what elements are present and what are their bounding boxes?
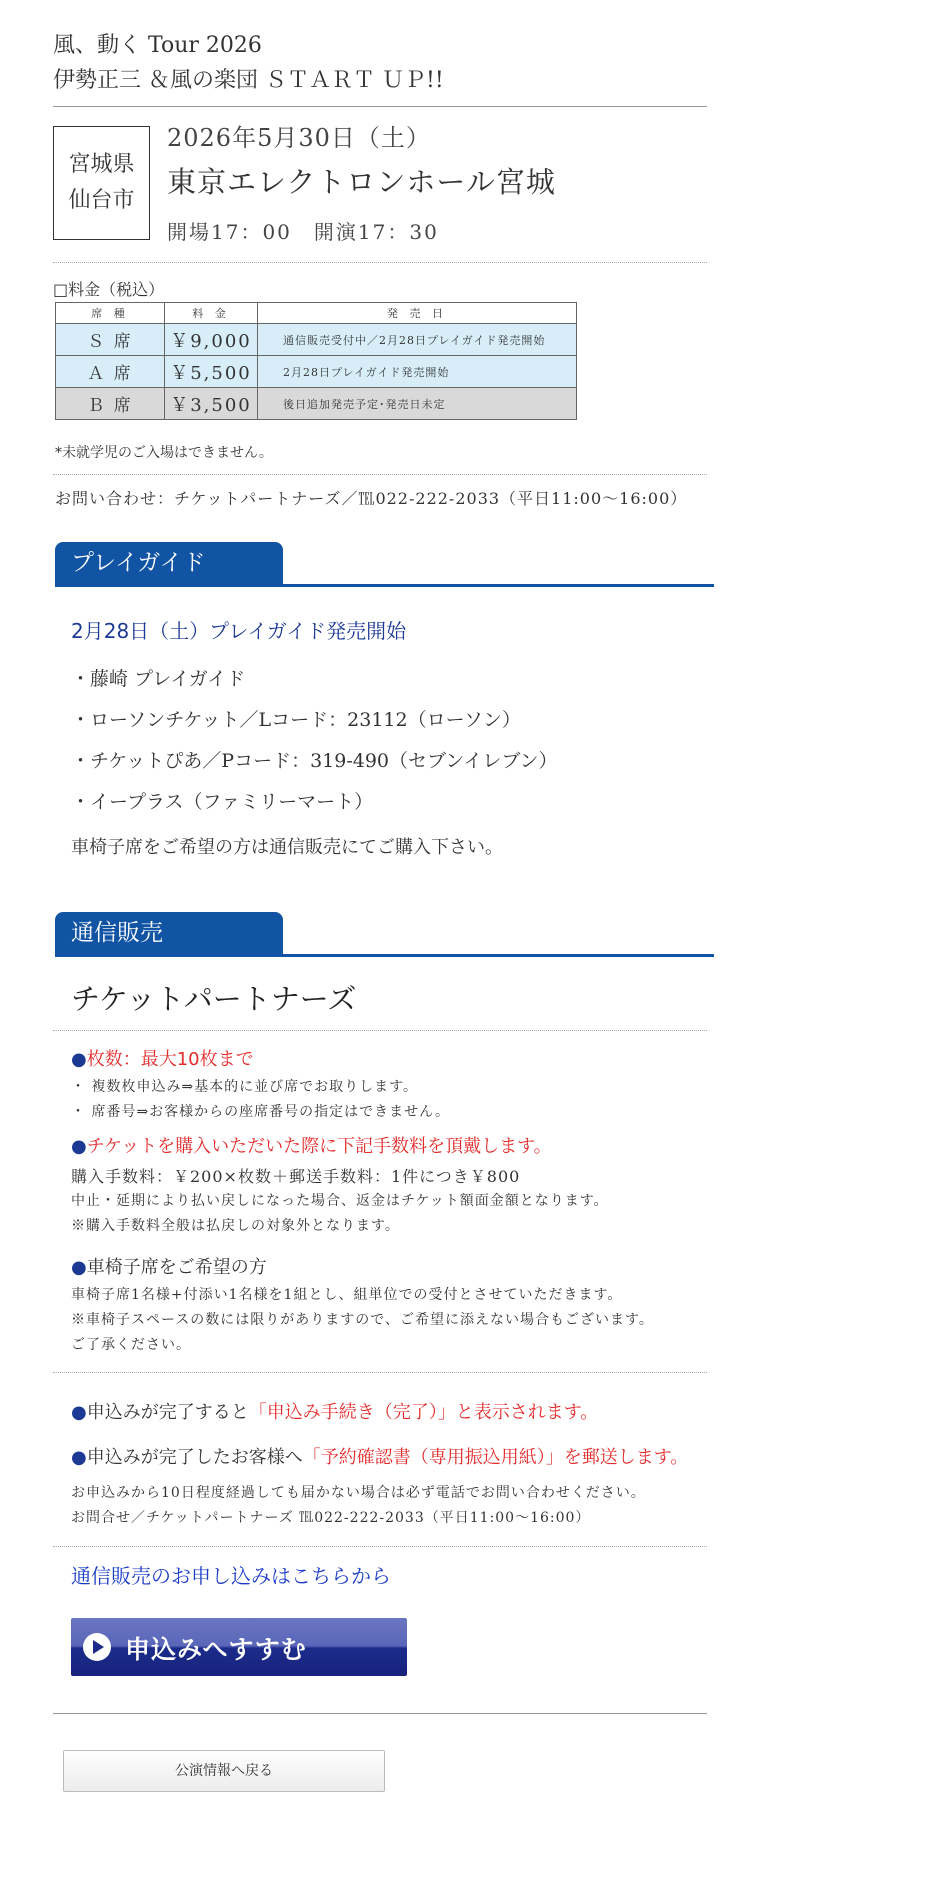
contact-line: お申込みから10日程度経過しても届かない場合は必ず電話でお問い合わせください。 bbox=[71, 1485, 646, 1501]
apply-button[interactable] bbox=[71, 1618, 407, 1676]
price-table-header bbox=[56, 303, 577, 324]
divider bbox=[53, 106, 707, 107]
fee-heading-text: チケットを購入いただいた際に下記手数料を頂戴します。 bbox=[86, 1136, 552, 1157]
wheelchair-note: 車椅子席をご希望の方は通信販売にてご購入下さい。 bbox=[71, 837, 503, 858]
fee-line: 中止・延期により払い戻しになった場合、返金はチケット額面金額となります。 bbox=[71, 1193, 609, 1209]
fee-line: ※購入手数料全般は払戻しの対象外となります。 bbox=[71, 1218, 400, 1234]
amount-cell: ￥9,000 bbox=[165, 324, 258, 356]
table-row bbox=[56, 324, 577, 356]
complete-notice-2 bbox=[71, 1443, 688, 1469]
section-rule bbox=[55, 954, 714, 957]
section-rule bbox=[55, 584, 714, 587]
event-date: 2026年5月30日（土） bbox=[167, 124, 431, 152]
tour-title-line2: 伊勢正三 ＆風の楽団 ＳＴＡＲＴ ＵＰ!! bbox=[53, 68, 444, 93]
amount-cell: ￥3,500 bbox=[165, 388, 258, 420]
complete-notice-1-highlight: 「申込み手続き（完了）」と表示されます。 bbox=[248, 1402, 599, 1423]
event-venue: 東京エレクトロンホール宮城 bbox=[167, 165, 556, 199]
fee-heading bbox=[71, 1132, 552, 1158]
tour-title bbox=[53, 28, 444, 98]
complete-notice-1-text: 申込みが完了すると bbox=[86, 1402, 249, 1423]
seat-cell: Ａ 席 bbox=[56, 356, 165, 388]
sale-date-cell: 通信販売受付中／2月28日プレイガイド発売開始 bbox=[258, 324, 577, 356]
mailorder-title: チケットパートナーズ bbox=[71, 982, 357, 1016]
children-note: *未就学児のご入場はできません。 bbox=[55, 445, 273, 461]
complete-notice-1 bbox=[71, 1398, 598, 1424]
table-row bbox=[56, 388, 577, 420]
bullet-icon: ● bbox=[71, 1447, 87, 1468]
list-item: ・イープラス（ファミリーマート） bbox=[71, 791, 374, 813]
seat-cell: Ｓ 席 bbox=[56, 324, 165, 356]
divider bbox=[53, 1030, 707, 1031]
play-circle-icon bbox=[83, 1633, 111, 1661]
tour-title-line1: 風、動く Tour 2026 bbox=[53, 33, 262, 58]
sale-date-cell: 2月28日プレイガイド発売開始 bbox=[258, 356, 577, 388]
divider bbox=[53, 262, 707, 263]
divider bbox=[53, 1372, 707, 1373]
limit-line: ・ 席番号⇒お客様からの座席番号の指定はできません。 bbox=[71, 1104, 451, 1120]
col-sale-date: 発 売 日 bbox=[258, 303, 577, 324]
complete-notice-2-highlight: 「予約確認書（専用振込用紙）」を郵送します。 bbox=[302, 1447, 689, 1468]
playguide-tab: プレイガイド bbox=[55, 542, 283, 584]
bullet-icon: ● bbox=[71, 1049, 87, 1070]
event-time: 開場17：00 開演17：30 bbox=[167, 220, 439, 244]
divider bbox=[53, 1546, 707, 1547]
playguide-date: 2月28日（土）プレイガイド発売開始 bbox=[71, 619, 407, 643]
divider bbox=[53, 1713, 707, 1714]
col-seat: 席 種 bbox=[56, 303, 165, 324]
wheelchair-heading bbox=[71, 1253, 267, 1279]
bullet-icon: ● bbox=[71, 1257, 87, 1278]
limit-heading-text: 枚数：最大10枚まで bbox=[86, 1049, 254, 1070]
sale-date-cell: 後日追加発売予定･発売日未定 bbox=[258, 388, 577, 420]
price-table bbox=[55, 302, 577, 420]
list-item: ・ローソンチケット／Lコード：23112（ローソン） bbox=[71, 709, 521, 731]
prefecture-box bbox=[53, 126, 150, 240]
wheelchair-line: 車椅子席1名様+付添い1名様を1組とし、組単位での受付とさせていただきます。 bbox=[71, 1287, 623, 1303]
mailorder-header bbox=[55, 912, 714, 957]
city: 仙台市 bbox=[68, 188, 135, 213]
fee-main: 購入手数料：￥200×枚数＋郵送手数料：1件につき￥800 bbox=[71, 1167, 521, 1186]
list-item: ・チケットぴあ／Pコード：319-490（セブンイレブン） bbox=[71, 750, 558, 772]
contact-line: お問合せ／チケットパートナーズ ℡022-222-2033（平日11:00～16:00） bbox=[71, 1510, 591, 1526]
wheelchair-line: ご了承ください。 bbox=[71, 1337, 191, 1353]
seat-cell: Ｂ 席 bbox=[56, 388, 165, 420]
bullet-icon: ● bbox=[71, 1136, 87, 1157]
back-to-info-button[interactable]: 公演情報へ戻る bbox=[63, 1750, 385, 1792]
amount-cell: ￥5,500 bbox=[165, 356, 258, 388]
price-heading: □料金（税込） bbox=[53, 280, 165, 299]
apply-button-label: 申込みへすすむ bbox=[125, 1635, 307, 1664]
table-row bbox=[56, 356, 577, 388]
divider bbox=[53, 474, 707, 475]
apply-link[interactable]: 通信販売のお申し込みはこちらから bbox=[71, 1564, 391, 1588]
limit-heading bbox=[71, 1045, 254, 1071]
mailorder-tab: 通信販売 bbox=[55, 912, 283, 954]
col-amount: 料 金 bbox=[165, 303, 258, 324]
playguide-header bbox=[55, 542, 714, 587]
prefecture: 宮城県 bbox=[68, 152, 135, 177]
wheelchair-line: ※車椅子スペースの数には限りがありますので、ご希望に添えない場合もございます。 bbox=[71, 1312, 654, 1328]
list-item: ・藤崎 プレイガイド bbox=[71, 668, 246, 690]
contact-info: お問い合わせ：チケットパートナーズ／℡022-222-2033（平日11:00～16:00） bbox=[55, 489, 688, 508]
bullet-icon: ● bbox=[71, 1402, 87, 1423]
complete-notice-2-text: 申込みが完了したお客様へ bbox=[86, 1447, 303, 1468]
wheelchair-heading-text: 車椅子席をご希望の方 bbox=[86, 1257, 267, 1278]
limit-line: ・ 複数枚申込み⇒基本的に並び席でお取りします。 bbox=[71, 1079, 419, 1095]
